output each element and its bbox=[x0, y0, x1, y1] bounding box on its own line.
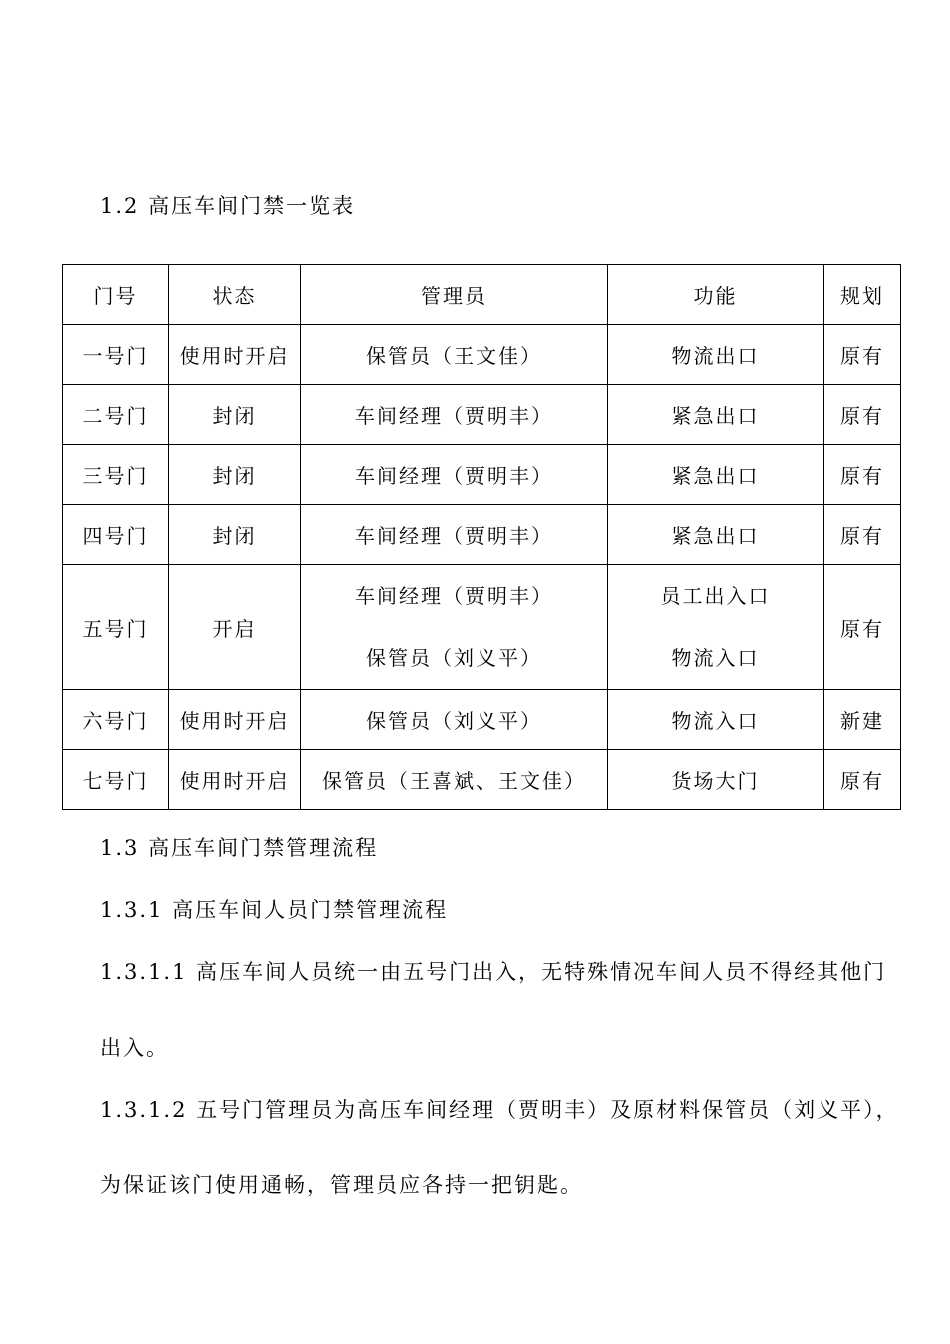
function-cell bbox=[608, 565, 824, 690]
function-cell: 货场大门 bbox=[608, 750, 824, 810]
section-heading-1-3-1: 1.3.1 高压车间人员门禁管理流程 bbox=[100, 898, 449, 922]
function-line: 物流入口 bbox=[671, 646, 760, 670]
paragraph-1-3-1-1-line-1: 1.3.1.1 高压车间人员统一由五号门出入，无特殊情况车间人员不得经其他门 bbox=[100, 960, 887, 984]
plan-cell: 原有 bbox=[824, 750, 901, 810]
table-row bbox=[63, 690, 901, 750]
function-cell: 紧急出口 bbox=[608, 385, 824, 445]
plan-cell: 原有 bbox=[824, 505, 901, 565]
manager-cell: 保管员（王喜斌、王文佳） bbox=[301, 750, 608, 810]
table-row bbox=[63, 505, 901, 565]
paragraph-1-3-1-1-line-2: 出入。 bbox=[100, 1036, 169, 1060]
manager-line: 车间经理（贾明丰） bbox=[355, 584, 553, 608]
section-heading-1-3: 1.3 高压车间门禁管理流程 bbox=[100, 836, 379, 860]
status-cell: 使用时开启 bbox=[169, 325, 301, 385]
status-cell: 使用时开启 bbox=[169, 690, 301, 750]
manager-cell: 保管员（王文佳） bbox=[301, 325, 608, 385]
plan-cell: 新建 bbox=[824, 690, 901, 750]
header-cell: 管理员 bbox=[301, 265, 608, 325]
manager-line: 保管员（刘义平） bbox=[366, 646, 542, 670]
door-cell: 六号门 bbox=[63, 690, 169, 750]
header-cell: 功能 bbox=[608, 265, 824, 325]
plan-cell: 原有 bbox=[824, 325, 901, 385]
table-row bbox=[63, 445, 901, 505]
header-cell: 规划 bbox=[824, 265, 901, 325]
function-cell: 紧急出口 bbox=[608, 445, 824, 505]
plan-cell: 原有 bbox=[824, 385, 901, 445]
manager-cell: 车间经理（贾明丰） bbox=[301, 385, 608, 445]
status-cell: 开启 bbox=[169, 565, 301, 690]
manager-cell: 保管员（刘义平） bbox=[301, 690, 608, 750]
header-cell: 状态 bbox=[169, 265, 301, 325]
manager-cell: 车间经理（贾明丰） bbox=[301, 445, 608, 505]
door-cell: 二号门 bbox=[63, 385, 169, 445]
plan-cell: 原有 bbox=[824, 445, 901, 505]
door-access-table bbox=[62, 264, 901, 810]
table-header-row bbox=[63, 265, 901, 325]
function-cell: 物流出口 bbox=[608, 325, 824, 385]
function-line: 员工出入口 bbox=[660, 584, 771, 608]
function-cell: 紧急出口 bbox=[608, 505, 824, 565]
table-row bbox=[63, 385, 901, 445]
status-cell: 封闭 bbox=[169, 505, 301, 565]
manager-cell bbox=[301, 565, 608, 690]
manager-cell: 车间经理（贾明丰） bbox=[301, 505, 608, 565]
paragraph-1-3-1-2-line-2: 为保证该门使用通畅，管理员应各持一把钥匙。 bbox=[100, 1173, 583, 1197]
header-cell: 门号 bbox=[63, 265, 169, 325]
table-row bbox=[63, 565, 901, 690]
status-cell: 封闭 bbox=[169, 385, 301, 445]
door-cell: 一号门 bbox=[63, 325, 169, 385]
paragraph-1-3-1-2-line-1: 1.3.1.2 五号门管理员为高压车间经理（贾明丰）及原材料保管员（刘义平）， bbox=[100, 1098, 899, 1122]
function-cell: 物流入口 bbox=[608, 690, 824, 750]
door-cell: 五号门 bbox=[63, 565, 169, 690]
table-row bbox=[63, 750, 901, 810]
status-cell: 使用时开启 bbox=[169, 750, 301, 810]
plan-cell: 原有 bbox=[824, 565, 901, 690]
door-cell: 三号门 bbox=[63, 445, 169, 505]
door-cell: 四号门 bbox=[63, 505, 169, 565]
status-cell: 封闭 bbox=[169, 445, 301, 505]
section-heading-1-2: 1.2 高压车间门禁一览表 bbox=[100, 194, 356, 218]
door-cell: 七号门 bbox=[63, 750, 169, 810]
table-row bbox=[63, 325, 901, 385]
